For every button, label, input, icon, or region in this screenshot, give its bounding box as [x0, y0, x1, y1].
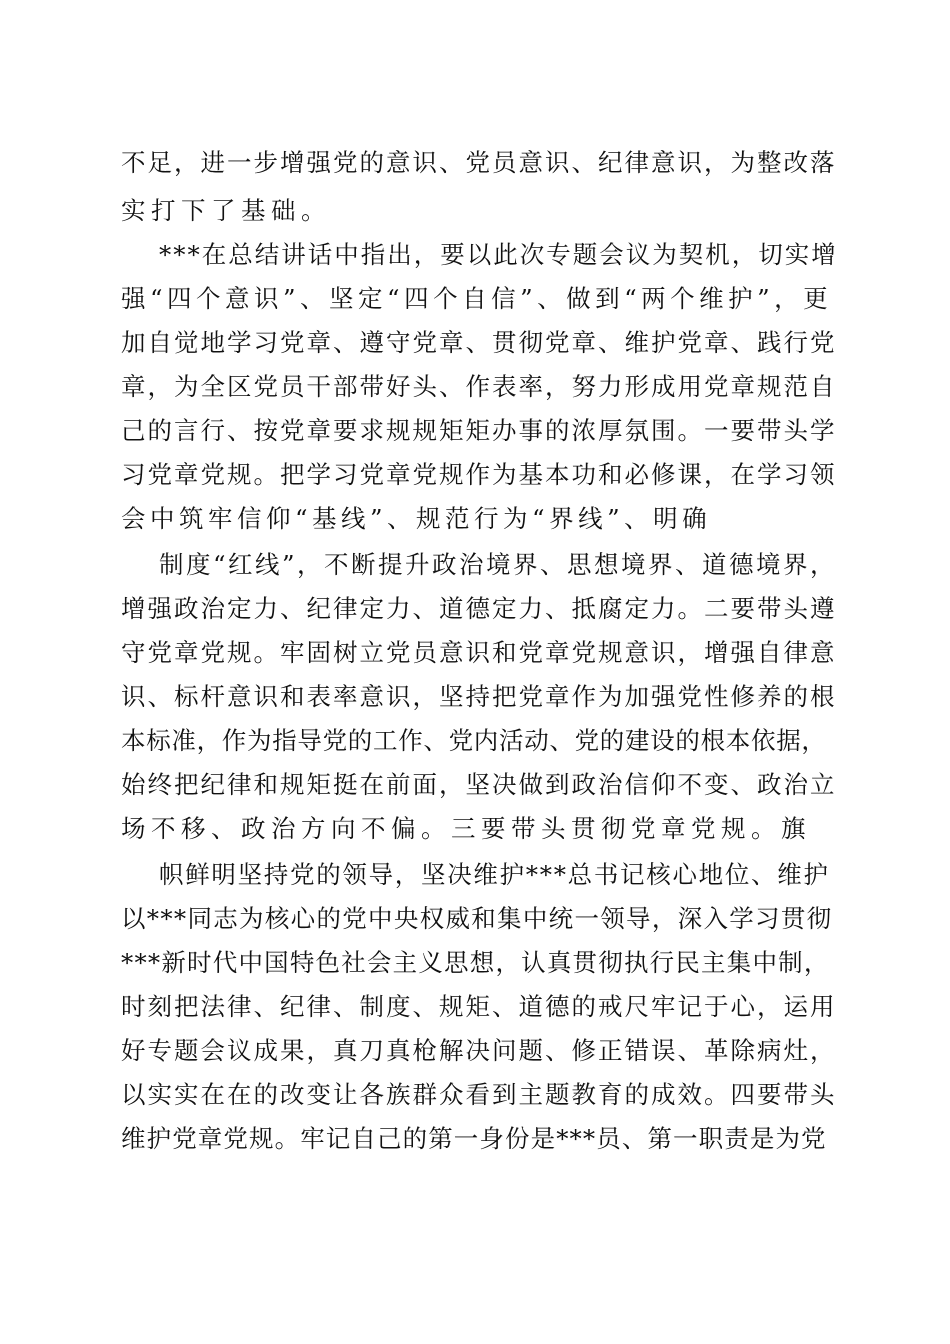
line-text: ***新时代中国特色社会主义思想，认真贯彻执行民主集中制， — [121, 948, 830, 977]
line-text: 会中筑牢信仰“基线”、规范行为“界线”、明确 — [121, 504, 712, 533]
text-line — [0, 545, 950, 585]
text-line — [0, 367, 950, 407]
text-line — [0, 589, 950, 629]
text-line — [0, 721, 950, 761]
text-line — [0, 279, 950, 319]
text-line — [0, 143, 950, 183]
text-line — [0, 1075, 950, 1115]
line-text: 守党章党规。牢固树立党员意识和党章党规意识，增强自律意 — [121, 638, 837, 667]
line-text: ***在总结讲话中指出，要以此次专题会议为契机，切实增 — [159, 240, 838, 269]
text-line — [0, 987, 950, 1027]
line-text: 以实实在在的改变让各族群众看到主题教育的成效。四要带头 — [121, 1080, 837, 1109]
line-text: 以***同志为核心的党中央权威和集中统一领导，深入学习贯彻 — [121, 904, 833, 933]
text-line — [0, 765, 950, 805]
line-text: 强“四个意识”、坚定“四个自信”、做到“两个维护”，更 — [121, 284, 833, 313]
line-text: 实打下了基础。 — [121, 196, 331, 225]
text-line — [0, 499, 950, 539]
text-line — [0, 633, 950, 673]
text-line — [0, 677, 950, 717]
text-line — [0, 855, 950, 895]
line-text: 识、标杆意识和表率意识，坚持把党章作为加强党性修养的根 — [121, 682, 837, 711]
text-line — [0, 1119, 950, 1159]
line-text: 本标准，作为指导党的工作、党内活动、党的建设的根本依据， — [121, 726, 827, 755]
line-text: 己的言行、按党章要求规规矩矩办事的浓厚氛围。一要带头学 — [121, 416, 837, 445]
line-text: 时刻把法律、纪律、制度、规矩、道德的戒尺牢记于心，运用 — [121, 992, 837, 1021]
text-line — [0, 943, 950, 983]
line-text: 制度“红线”，不断提升政治境界、思想境界、道德境界， — [159, 550, 838, 579]
line-text: 维护党章党规。牢记自己的第一身份是***员、第一职责是为党 — [121, 1124, 827, 1153]
text-line — [0, 411, 950, 451]
line-text: 场不移、政治方向不偏。三要带头贯彻党章党规。旗 — [121, 814, 811, 843]
line-text: 好专题会议成果，真刀真枪解决问题、修正错误、革除病灶， — [121, 1036, 837, 1065]
line-text: 加自觉地学习党章、遵守党章、贯彻党章、维护党章、践行党 — [121, 328, 837, 357]
text-line — [0, 809, 950, 849]
line-text: 不足，进一步增强党的意识、党员意识、纪律意识，为整改落 — [121, 148, 837, 177]
text-line — [0, 323, 950, 363]
text-line — [0, 235, 950, 275]
line-text: 增强政治定力、纪律定力、道德定力、抵腐定力。二要带头遵 — [121, 594, 837, 623]
text-line — [0, 455, 950, 495]
text-line — [0, 1031, 950, 1071]
text-line — [0, 899, 950, 939]
line-text: 章，为全区党员干部带好头、作表率，努力形成用党章规范自 — [121, 372, 837, 401]
text-line — [0, 191, 950, 231]
line-text: 习党章党规。把学习党章党规作为基本功和必修课，在学习领 — [121, 460, 837, 489]
line-text: 帜鲜明坚持党的领导，坚决维护***总书记核心地位、维护 — [159, 860, 830, 889]
line-text: 始终把纪律和规矩挺在前面，坚决做到政治信仰不变、政治立 — [121, 770, 837, 799]
